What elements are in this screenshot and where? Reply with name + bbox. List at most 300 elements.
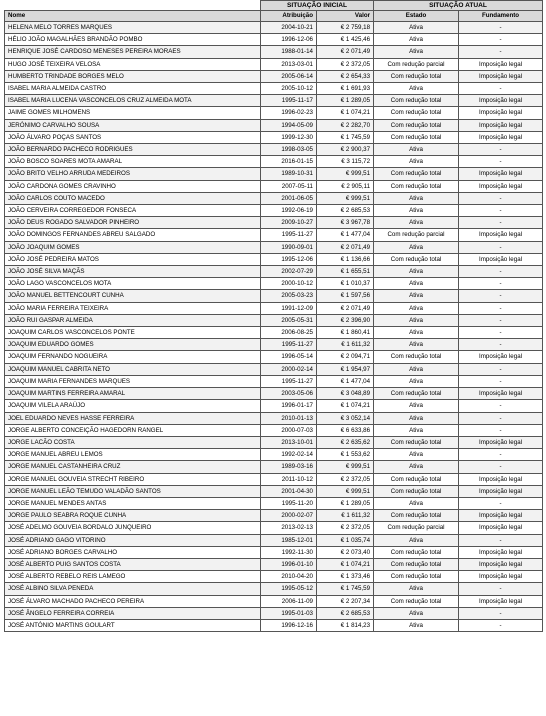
cell-status: Ativa [374, 449, 459, 461]
table-body [5, 22, 543, 632]
cell-value: € 3 967,78 [317, 217, 374, 229]
cell-basis: Imposição legal [459, 107, 543, 119]
cell-attribution-date: 1994-05-09 [261, 119, 317, 131]
cell-value: € 2 900,37 [317, 144, 374, 156]
cell-basis: - [459, 314, 543, 326]
cell-value: € 1 035,74 [317, 534, 374, 546]
column-header-attribution: Atribuição [261, 11, 317, 22]
cell-basis: Imposição legal [459, 119, 543, 131]
cell-attribution-date: 1996-12-06 [261, 34, 317, 46]
cell-name: JORGE MANUEL MENDES ANTAS [5, 497, 261, 509]
cell-attribution-date: 2005-03-23 [261, 290, 317, 302]
cell-basis: Imposição legal [459, 70, 543, 82]
cell-attribution-date: 1995-11-27 [261, 375, 317, 387]
cell-attribution-date: 2000-10-12 [261, 278, 317, 290]
subsidy-table [4, 0, 543, 632]
cell-attribution-date: 1998-03-05 [261, 144, 317, 156]
table-row [5, 522, 543, 534]
cell-basis: - [459, 266, 543, 278]
table-row [5, 156, 543, 168]
cell-name: JOÃO CERVEIRA CORREGEDOR FONSECA [5, 205, 261, 217]
cell-attribution-date: 2001-06-05 [261, 192, 317, 204]
cell-name: JOÃO MANUEL BETTENCOURT CUNHA [5, 290, 261, 302]
cell-status: Ativa [374, 619, 459, 631]
cell-attribution-date: 1996-01-10 [261, 558, 317, 570]
cell-value: € 2 685,53 [317, 607, 374, 619]
cell-attribution-date: 1992-11-30 [261, 546, 317, 558]
table-row [5, 168, 543, 180]
cell-attribution-date: 2000-07-03 [261, 424, 317, 436]
cell-status: Com redução total [374, 253, 459, 265]
cell-name: JOÃO BERNARDO PACHECO RODRIGUES [5, 144, 261, 156]
cell-status: Com redução total [374, 595, 459, 607]
cell-value: € 2 282,70 [317, 119, 374, 131]
cell-attribution-date: 1995-11-27 [261, 229, 317, 241]
table-row [5, 388, 543, 400]
table-row [5, 485, 543, 497]
cell-value: € 1 745,59 [317, 583, 374, 595]
table-row [5, 461, 543, 473]
cell-status: Ativa [374, 314, 459, 326]
group-header-current: SITUAÇÃO ATUAL [374, 1, 543, 11]
table-row [5, 595, 543, 607]
cell-attribution-date: 1992-06-19 [261, 205, 317, 217]
cell-name: JOSÉ ANTÓNIO MARTINS GOULART [5, 619, 261, 631]
cell-attribution-date: 2001-04-30 [261, 485, 317, 497]
cell-value: € 2 396,90 [317, 314, 374, 326]
cell-status: Com redução total [374, 168, 459, 180]
table-row [5, 546, 543, 558]
cell-basis: Imposição legal [459, 253, 543, 265]
table-header [5, 1, 543, 22]
cell-name: JOSÉ ADELMO GOUVEIA BORDALO JUNQUEIRO [5, 522, 261, 534]
table-row [5, 229, 543, 241]
cell-attribution-date: 2005-06-14 [261, 70, 317, 82]
cell-value: € 2 207,34 [317, 595, 374, 607]
cell-value: € 3 048,89 [317, 388, 374, 400]
cell-name: JOÃO BRITO VELHO ARRUDA MEDEIROS [5, 168, 261, 180]
cell-status: Com redução parcial [374, 522, 459, 534]
cell-name: JOÃO RUI GASPAR ALMEIDA [5, 314, 261, 326]
cell-basis: Imposição legal [459, 546, 543, 558]
cell-status: Com redução total [374, 436, 459, 448]
cell-name: JOÃO MARIA FERREIRA TEIXEIRA [5, 302, 261, 314]
cell-value: € 2 071,49 [317, 46, 374, 58]
table-row [5, 22, 543, 34]
cell-name: HUGO JOSÉ TEIXEIRA VELOSA [5, 58, 261, 70]
cell-value: € 2 372,05 [317, 58, 374, 70]
cell-value: € 1 597,56 [317, 290, 374, 302]
cell-basis: - [459, 619, 543, 631]
cell-attribution-date: 1996-01-17 [261, 400, 317, 412]
cell-name: JOAQUIM MANUEL CABRITA NETO [5, 363, 261, 375]
cell-name: JOAQUIM VILELA ARAÚJO [5, 400, 261, 412]
cell-basis: Imposição legal [459, 229, 543, 241]
cell-status: Ativa [374, 34, 459, 46]
cell-name: JOAQUIM CARLOS VASCONCELOS PONTE [5, 327, 261, 339]
cell-status: Ativa [374, 363, 459, 375]
cell-attribution-date: 2013-02-13 [261, 522, 317, 534]
column-header-basis: Fundamento [459, 11, 543, 22]
cell-attribution-date: 2010-01-13 [261, 412, 317, 424]
table-row [5, 571, 543, 583]
cell-name: JOAQUIM MARTINS FERREIRA AMARAL [5, 388, 261, 400]
cell-value: € 999,51 [317, 192, 374, 204]
cell-value: € 2 635,62 [317, 436, 374, 448]
cell-basis: - [459, 424, 543, 436]
table-row [5, 278, 543, 290]
cell-status: Ativa [374, 83, 459, 95]
cell-name: JAIME GOMES MILHOMENS [5, 107, 261, 119]
table-row [5, 180, 543, 192]
cell-basis: - [459, 290, 543, 302]
cell-value: € 1 074,21 [317, 558, 374, 570]
cell-name: HENRIQUE JOSÉ CARDOSO MENESES PEREIRA MORAES [5, 46, 261, 58]
column-header-value: Valor [317, 11, 374, 22]
cell-value: € 1 611,32 [317, 510, 374, 522]
cell-basis: Imposição legal [459, 595, 543, 607]
cell-value: € 2 685,53 [317, 205, 374, 217]
cell-name: ISABEL MARIA LUCENA VASCONCELOS CRUZ ALMEIDA MOTA [5, 95, 261, 107]
cell-status: Com redução total [374, 485, 459, 497]
cell-status: Com redução total [374, 131, 459, 143]
table-row [5, 46, 543, 58]
cell-name: JOSÉ ALBERTO REBELO REIS LAMEGO [5, 571, 261, 583]
cell-name: JOÃO CARLOS COUTO MACEDO [5, 192, 261, 204]
cell-status: Ativa [374, 266, 459, 278]
table-row [5, 131, 543, 143]
cell-value: € 3 052,14 [317, 412, 374, 424]
cell-basis: - [459, 339, 543, 351]
cell-status: Ativa [374, 241, 459, 253]
cell-attribution-date: 1989-10-31 [261, 168, 317, 180]
table-row [5, 497, 543, 509]
cell-status: Com redução total [374, 95, 459, 107]
cell-basis: - [459, 144, 543, 156]
cell-basis: - [459, 327, 543, 339]
cell-attribution-date: 1995-12-06 [261, 253, 317, 265]
cell-attribution-date: 1992-02-14 [261, 449, 317, 461]
cell-value: € 2 759,18 [317, 22, 374, 34]
cell-name: HUMBERTO TRINDADE BORGES MELO [5, 70, 261, 82]
cell-status: Ativa [374, 46, 459, 58]
cell-value: € 1 289,05 [317, 95, 374, 107]
column-header-name: Nome [5, 11, 261, 22]
cell-name: JOAQUIM FERNANDO NOGUEIRA [5, 351, 261, 363]
table-row [5, 107, 543, 119]
cell-value: € 2 071,49 [317, 241, 374, 253]
cell-status: Com redução total [374, 546, 459, 558]
cell-name: JORGE LACÃO COSTA [5, 436, 261, 448]
cell-attribution-date: 1999-12-30 [261, 131, 317, 143]
cell-attribution-date: 2016-01-15 [261, 156, 317, 168]
cell-basis: - [459, 449, 543, 461]
cell-basis: - [459, 583, 543, 595]
cell-status: Com redução total [374, 473, 459, 485]
cell-name: JORGE MANUEL GOUVEIA STRECHT RIBEIRO [5, 473, 261, 485]
cell-basis: Imposição legal [459, 388, 543, 400]
table-row [5, 375, 543, 387]
group-header-initial: SITUAÇÃO INICIAL [261, 1, 374, 11]
cell-name: JOÃO BOSCO SOARES MOTA AMARAL [5, 156, 261, 168]
cell-name: JOÃO CARDONA GOMES CRAVINHO [5, 180, 261, 192]
cell-value: € 1 745,59 [317, 131, 374, 143]
cell-value: € 2 073,40 [317, 546, 374, 558]
cell-attribution-date: 1996-02-23 [261, 107, 317, 119]
cell-value: € 1 136,66 [317, 253, 374, 265]
column-header-status: Estado [374, 11, 459, 22]
cell-value: € 1 373,46 [317, 571, 374, 583]
cell-status: Ativa [374, 192, 459, 204]
cell-attribution-date: 1996-12-16 [261, 619, 317, 631]
cell-basis: Imposição legal [459, 571, 543, 583]
cell-attribution-date: 1990-09-01 [261, 241, 317, 253]
cell-name: JOSÉ ALBINO SILVA PENEDA [5, 583, 261, 595]
cell-attribution-date: 2011-10-12 [261, 473, 317, 485]
cell-attribution-date: 1985-12-01 [261, 534, 317, 546]
cell-basis: - [459, 461, 543, 473]
cell-attribution-date: 1995-11-27 [261, 339, 317, 351]
cell-basis: - [459, 83, 543, 95]
cell-status: Ativa [374, 217, 459, 229]
cell-value: € 999,51 [317, 461, 374, 473]
cell-status: Ativa [374, 583, 459, 595]
cell-name: JORGE MANUEL CASTANHEIRA CRUZ [5, 461, 261, 473]
cell-name: JOAQUIM EDUARDO GOMES [5, 339, 261, 351]
cell-attribution-date: 2000-02-07 [261, 510, 317, 522]
cell-status: Com redução total [374, 388, 459, 400]
cell-basis: - [459, 205, 543, 217]
cell-value: € 1 074,21 [317, 107, 374, 119]
cell-basis: - [459, 607, 543, 619]
cell-basis: - [459, 375, 543, 387]
cell-status: Ativa [374, 607, 459, 619]
cell-name: JORGE PAULO SEABRA ROQUE CUNHA [5, 510, 261, 522]
cell-status: Com redução total [374, 70, 459, 82]
cell-basis: - [459, 192, 543, 204]
cell-value: € 1 477,04 [317, 375, 374, 387]
table-row [5, 119, 543, 131]
table-row [5, 510, 543, 522]
cell-attribution-date: 2009-10-27 [261, 217, 317, 229]
table-row [5, 424, 543, 436]
cell-attribution-date: 2006-08-25 [261, 327, 317, 339]
cell-basis: - [459, 22, 543, 34]
cell-basis: Imposição legal [459, 95, 543, 107]
cell-name: JOÃO JOSÉ PEDREIRA MATOS [5, 253, 261, 265]
cell-status: Ativa [374, 302, 459, 314]
table-row [5, 363, 543, 375]
cell-attribution-date: 2007-05-11 [261, 180, 317, 192]
cell-value: € 1 691,93 [317, 83, 374, 95]
cell-name: HELENA MELO TORRES MARQUES [5, 22, 261, 34]
cell-attribution-date: 2013-03-01 [261, 58, 317, 70]
cell-name: JOSÉ ADRIANO BORGES CARVALHO [5, 546, 261, 558]
cell-status: Ativa [374, 534, 459, 546]
cell-basis: - [459, 400, 543, 412]
cell-value: € 1 611,32 [317, 339, 374, 351]
cell-attribution-date: 2005-05-31 [261, 314, 317, 326]
cell-value: € 2 372,05 [317, 522, 374, 534]
cell-attribution-date: 1991-12-09 [261, 302, 317, 314]
cell-status: Ativa [374, 497, 459, 509]
cell-status: Ativa [374, 461, 459, 473]
cell-basis: Imposição legal [459, 180, 543, 192]
cell-name: JOÃO DOMINGOS FERNANDES ABREU SALGADO [5, 229, 261, 241]
table-row [5, 58, 543, 70]
table-row [5, 205, 543, 217]
table-row [5, 70, 543, 82]
cell-name: JOÃO JOSÉ SILVA MAÇÃS [5, 266, 261, 278]
cell-status: Com redução total [374, 107, 459, 119]
cell-value: € 1 860,41 [317, 327, 374, 339]
cell-basis: Imposição legal [459, 558, 543, 570]
cell-basis: - [459, 278, 543, 290]
cell-value: € 1 425,46 [317, 34, 374, 46]
cell-status: Ativa [374, 412, 459, 424]
header-blank [5, 1, 261, 11]
cell-value: € 2 905,11 [317, 180, 374, 192]
cell-basis: - [459, 534, 543, 546]
cell-attribution-date: 2000-02-14 [261, 363, 317, 375]
table-row [5, 327, 543, 339]
table-row [5, 95, 543, 107]
table-row [5, 192, 543, 204]
cell-basis: - [459, 363, 543, 375]
cell-basis: - [459, 302, 543, 314]
table-row [5, 253, 543, 265]
cell-attribution-date: 1996-05-14 [261, 351, 317, 363]
cell-status: Ativa [374, 278, 459, 290]
table-row [5, 619, 543, 631]
table-container [4, 0, 542, 632]
table-row [5, 449, 543, 461]
cell-status: Com redução total [374, 351, 459, 363]
cell-attribution-date: 2004-10-21 [261, 22, 317, 34]
cell-basis: Imposição legal [459, 522, 543, 534]
cell-attribution-date: 1988-01-14 [261, 46, 317, 58]
cell-name: JOÃO ÁLVARO POÇAS SANTOS [5, 131, 261, 143]
table-row [5, 290, 543, 302]
cell-value: € 2 372,05 [317, 473, 374, 485]
cell-value: € 1 954,97 [317, 363, 374, 375]
table-row [5, 266, 543, 278]
table-row [5, 144, 543, 156]
cell-basis: - [459, 34, 543, 46]
table-row [5, 473, 543, 485]
cell-status: Ativa [374, 375, 459, 387]
table-row [5, 400, 543, 412]
cell-name: JOÃO DEUS ROGADO SALVADOR PINHEIRO [5, 217, 261, 229]
cell-value: € 3 115,72 [317, 156, 374, 168]
cell-value: € 1 553,62 [317, 449, 374, 461]
cell-name: JOÃO JOAQUIM GOMES [5, 241, 261, 253]
cell-basis: - [459, 217, 543, 229]
cell-value: € 2 654,33 [317, 70, 374, 82]
cell-status: Ativa [374, 339, 459, 351]
cell-value: € 2 071,49 [317, 302, 374, 314]
table-row [5, 351, 543, 363]
cell-value: € 6 633,86 [317, 424, 374, 436]
table-row [5, 583, 543, 595]
cell-name: JORGE ALBERTO CONCEIÇÃO HAGEDORN RANGEL [5, 424, 261, 436]
cell-status: Ativa [374, 400, 459, 412]
cell-status: Com redução parcial [374, 58, 459, 70]
cell-basis: - [459, 412, 543, 424]
cell-value: € 1 010,37 [317, 278, 374, 290]
cell-status: Ativa [374, 205, 459, 217]
cell-name: JOSÉ ÂNGELO FERREIRA CORREIA [5, 607, 261, 619]
table-row [5, 34, 543, 46]
table-row [5, 558, 543, 570]
cell-basis: - [459, 497, 543, 509]
cell-attribution-date: 2013-10-01 [261, 436, 317, 448]
table-row [5, 534, 543, 546]
cell-status: Ativa [374, 424, 459, 436]
cell-name: JOAQUIM MARIA FERNANDES MARQUES [5, 375, 261, 387]
cell-status: Ativa [374, 290, 459, 302]
cell-basis: Imposição legal [459, 485, 543, 497]
cell-value: € 999,51 [317, 168, 374, 180]
table-row [5, 607, 543, 619]
table-row [5, 302, 543, 314]
cell-status: Ativa [374, 327, 459, 339]
cell-name: JOEL EDUARDO NEVES HASSE FERREIRA [5, 412, 261, 424]
table-row [5, 412, 543, 424]
cell-status: Ativa [374, 156, 459, 168]
cell-value: € 1 655,51 [317, 266, 374, 278]
cell-attribution-date: 1995-05-12 [261, 583, 317, 595]
cell-attribution-date: 1995-01-03 [261, 607, 317, 619]
cell-name: JOSÉ ÁLVARO MACHADO PACHECO PEREIRA [5, 595, 261, 607]
cell-basis: Imposição legal [459, 351, 543, 363]
cell-basis: Imposição legal [459, 168, 543, 180]
table-row [5, 314, 543, 326]
cell-status: Ativa [374, 144, 459, 156]
cell-status: Com redução total [374, 510, 459, 522]
cell-name: JORGE MANUEL LEÃO TEMUDO VALADÃO SANTOS [5, 485, 261, 497]
cell-attribution-date: 2002-07-29 [261, 266, 317, 278]
cell-value: € 999,51 [317, 485, 374, 497]
table-row [5, 83, 543, 95]
cell-attribution-date: 2003-05-06 [261, 388, 317, 400]
table-row [5, 241, 543, 253]
table-row [5, 217, 543, 229]
cell-name: ISABEL MARIA ALMEIDA CASTRO [5, 83, 261, 95]
cell-attribution-date: 2005-10-12 [261, 83, 317, 95]
cell-attribution-date: 2006-11-09 [261, 595, 317, 607]
cell-basis: - [459, 156, 543, 168]
cell-name: JORGE MANUEL ABREU LEMOS [5, 449, 261, 461]
cell-basis: Imposição legal [459, 131, 543, 143]
cell-value: € 1 814,23 [317, 619, 374, 631]
cell-attribution-date: 1995-11-17 [261, 95, 317, 107]
cell-value: € 1 074,21 [317, 400, 374, 412]
cell-basis: - [459, 241, 543, 253]
table-row [5, 436, 543, 448]
cell-basis: Imposição legal [459, 473, 543, 485]
cell-basis: - [459, 46, 543, 58]
cell-name: JOÃO LAGO VASCONCELOS MOTA [5, 278, 261, 290]
cell-name: HÉLIO JOÃO MAGALHÃES BRANDÃO POMBO [5, 34, 261, 46]
cell-attribution-date: 1995-11-20 [261, 497, 317, 509]
cell-basis: Imposição legal [459, 58, 543, 70]
cell-value: € 1 289,05 [317, 497, 374, 509]
cell-status: Com redução total [374, 180, 459, 192]
cell-basis: Imposição legal [459, 510, 543, 522]
table-row [5, 339, 543, 351]
cell-name: JOSÉ ALBERTO PUIG SANTOS COSTA [5, 558, 261, 570]
